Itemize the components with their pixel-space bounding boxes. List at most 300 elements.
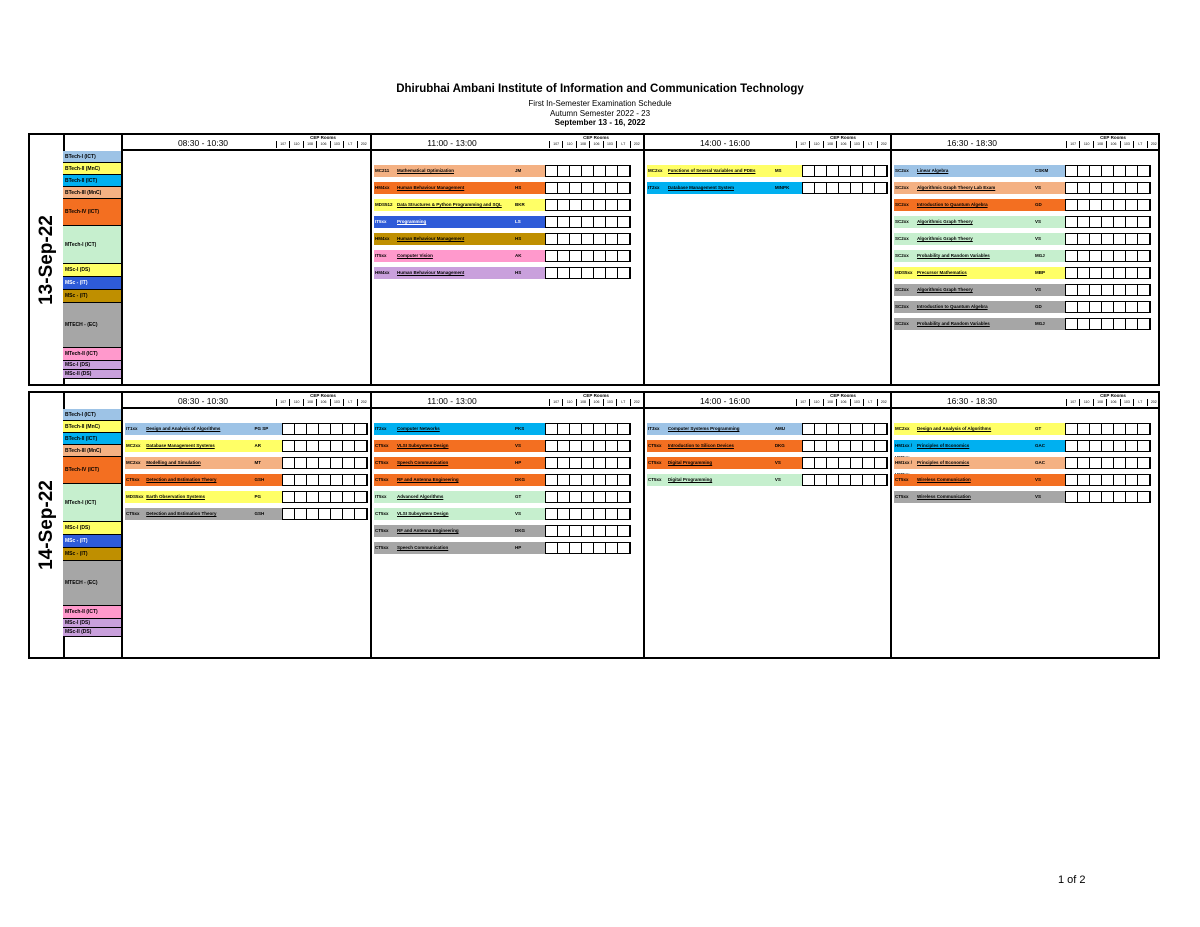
room-cell — [606, 475, 618, 485]
room-cell — [558, 251, 570, 261]
faculty: GT — [515, 491, 545, 503]
exam-row — [647, 165, 888, 177]
exam-row — [894, 233, 1158, 245]
course-code: CT5xx — [125, 474, 146, 486]
room-cell — [594, 424, 606, 434]
room-cell — [319, 441, 331, 451]
exam-row — [894, 199, 1158, 211]
room-cell — [558, 234, 570, 244]
exam-row — [894, 250, 1158, 262]
room-cell — [606, 166, 618, 176]
room-cells — [1065, 440, 1151, 452]
room-cell — [606, 268, 618, 278]
exam-row — [894, 457, 1158, 469]
room-cell — [1126, 268, 1138, 278]
room-cell — [1102, 319, 1114, 329]
program-label: BTech-III (MnC) — [63, 187, 121, 199]
course-name: Mathematical Optimization — [397, 165, 515, 177]
slot-time: 16:30 - 18:30 — [946, 138, 998, 148]
room-cells — [545, 491, 631, 503]
room-cell — [594, 441, 606, 451]
room-cell — [1126, 319, 1138, 329]
room-cell — [803, 424, 815, 434]
room-cells — [1065, 165, 1151, 177]
room-cell — [1126, 458, 1138, 468]
room-cell — [618, 251, 630, 261]
exam-row — [125, 457, 368, 469]
room-cell — [307, 441, 319, 451]
room-cell — [594, 200, 606, 210]
course-code: CT5xx — [894, 474, 917, 486]
room-cell — [1114, 441, 1126, 451]
exam-row — [125, 508, 368, 520]
room-cell — [1066, 217, 1078, 227]
cep-room: 103 — [330, 399, 343, 406]
room-cell — [295, 458, 307, 468]
faculty: VS — [515, 440, 545, 452]
room-cell — [1102, 475, 1114, 485]
room-cell — [606, 458, 618, 468]
cep-rooms-title: CEP Rooms — [1100, 135, 1126, 140]
exam-row — [894, 318, 1158, 330]
cep-room: 108 — [823, 141, 836, 148]
room-cell — [851, 183, 863, 193]
cep-room: 106 — [316, 399, 329, 406]
program-label: MTech-I (ICT) — [63, 226, 121, 264]
room-cells — [545, 182, 631, 194]
slot-time: 16:30 - 18:30 — [946, 396, 998, 406]
course-name: Digital Programming — [668, 474, 775, 486]
room-cell — [558, 543, 570, 553]
room-cell — [570, 268, 582, 278]
course-name: Algorithmic Graph Theory — [917, 233, 1035, 245]
room-cell — [1078, 251, 1090, 261]
room-cell — [546, 441, 558, 451]
course-name: Database Management System — [668, 182, 775, 194]
room-cell — [1138, 424, 1150, 434]
course-code: MDS5xx — [894, 267, 917, 279]
time-slot — [890, 393, 1160, 657]
cep-room: 107 — [549, 141, 562, 148]
room-cell — [1078, 458, 1090, 468]
room-cell — [582, 217, 594, 227]
exam-row — [125, 423, 368, 435]
program-label: MSc-II (DS) — [63, 370, 121, 379]
cep-room: LT — [343, 141, 356, 148]
room-cell — [582, 268, 594, 278]
room-cell — [1078, 475, 1090, 485]
room-cell — [1090, 475, 1102, 485]
room-cell — [1078, 285, 1090, 295]
semester-label: Autumn Semester 2022 - 23 — [549, 109, 651, 118]
room-cell — [546, 234, 558, 244]
room-cell — [355, 424, 367, 434]
exam-row — [374, 457, 641, 469]
slot-time: 11:00 - 13:00 — [427, 396, 477, 406]
room-cell — [803, 166, 815, 176]
course-code: MDS5xx — [125, 491, 146, 503]
exam-row — [125, 474, 368, 486]
room-cell — [546, 458, 558, 468]
room-cells — [545, 216, 631, 228]
slot-time: 08:30 - 10:30 — [177, 396, 229, 406]
room-cell — [606, 183, 618, 193]
exam-row — [374, 182, 641, 194]
room-cell — [618, 492, 630, 502]
room-cell — [582, 183, 594, 193]
course-name: Probability and Random Variables — [917, 318, 1035, 330]
slot-time: 14:00 - 16:00 — [699, 396, 751, 406]
room-cell — [558, 183, 570, 193]
room-cell — [1138, 458, 1150, 468]
course-name: Precursor Mathematics — [917, 267, 1035, 279]
time-slot — [643, 393, 890, 657]
course-name: VLSI Subsystem Design — [397, 440, 515, 452]
room-cell — [1066, 492, 1078, 502]
room-cell — [618, 424, 630, 434]
room-cell — [558, 509, 570, 519]
room-cell — [1078, 234, 1090, 244]
exam-row — [894, 284, 1158, 296]
room-cell — [546, 217, 558, 227]
room-cell — [606, 251, 618, 261]
program-label: BTech-IV (ICT) — [63, 199, 121, 226]
faculty: AMU — [775, 423, 802, 435]
cep-room: 110 — [562, 399, 575, 406]
room-cell — [546, 268, 558, 278]
program-label: MSc-I (DS) — [63, 361, 121, 370]
room-cell — [582, 509, 594, 519]
room-cell — [582, 492, 594, 502]
course-code: CT5xx — [647, 457, 668, 469]
room-cell — [1126, 200, 1138, 210]
room-cell — [1114, 217, 1126, 227]
room-cell — [875, 424, 887, 434]
room-cell — [546, 200, 558, 210]
room-cell — [570, 475, 582, 485]
room-cell — [863, 183, 875, 193]
cep-room: 107 — [796, 141, 809, 148]
room-cell — [839, 441, 851, 451]
slot-header — [372, 135, 643, 151]
room-cell — [1126, 492, 1138, 502]
room-cells — [282, 508, 368, 520]
course-code: CT5xx — [374, 508, 397, 520]
room-cell — [618, 268, 630, 278]
room-cells — [1065, 250, 1151, 262]
room-cell — [582, 234, 594, 244]
room-cell — [1126, 285, 1138, 295]
exam-row — [647, 457, 888, 469]
course-name: Advanced Algorithms — [397, 491, 515, 503]
exam-row — [647, 440, 888, 452]
room-cell — [618, 441, 630, 451]
course-code: MDS512 — [374, 199, 397, 211]
room-cell — [1090, 458, 1102, 468]
slot-header — [123, 135, 370, 151]
faculty: MINPK — [775, 182, 802, 194]
course-name: Speech Communication — [397, 542, 515, 554]
cep-room: LT — [1133, 141, 1146, 148]
cep-room: 110 — [809, 399, 822, 406]
room-cell — [1066, 251, 1078, 261]
exam-row — [894, 301, 1158, 313]
room-cell — [1102, 251, 1114, 261]
room-cell — [863, 424, 875, 434]
room-cells — [545, 423, 631, 435]
room-cells — [1065, 284, 1151, 296]
course-name: Speech Communication — [397, 457, 515, 469]
cep-rooms-title: CEP Rooms — [830, 135, 856, 140]
room-cell — [570, 166, 582, 176]
program-label: BTech-IV (ICT) — [63, 457, 121, 484]
course-name: Computer Systems Programming — [668, 423, 775, 435]
room-cell — [618, 234, 630, 244]
room-cell — [558, 441, 570, 451]
cep-room: 108 — [823, 399, 836, 406]
room-cell — [1078, 217, 1090, 227]
faculty: MGJ — [1035, 250, 1065, 262]
course-name: Functions of Several Variables and PDEs — [668, 165, 775, 177]
room-cell — [283, 424, 295, 434]
course-name: Human Behaviour Management — [397, 267, 515, 279]
room-cell — [355, 458, 367, 468]
room-cell — [815, 424, 827, 434]
room-cell — [1090, 200, 1102, 210]
program-label: MSc-II (DS) — [63, 628, 121, 637]
cep-room: 202 — [630, 141, 643, 148]
faculty: GD — [1035, 301, 1065, 313]
room-cell — [1138, 285, 1150, 295]
room-cell — [815, 475, 827, 485]
exam-row — [894, 216, 1158, 228]
room-cell — [1078, 200, 1090, 210]
room-cell — [283, 509, 295, 519]
course-code: SC2xx — [894, 284, 917, 296]
room-cell — [618, 200, 630, 210]
course-name: Wireless Communication — [917, 474, 1035, 486]
faculty: VS — [1035, 491, 1065, 503]
cep-room: 202 — [1147, 141, 1160, 148]
exam-row — [374, 491, 641, 503]
room-cells — [1065, 491, 1151, 503]
room-cell — [582, 251, 594, 261]
room-cells — [1065, 267, 1151, 279]
room-cell — [1114, 302, 1126, 312]
slot-header — [372, 393, 643, 409]
exam-row — [894, 474, 1158, 486]
room-cell — [546, 251, 558, 261]
cep-room: 107 — [276, 399, 289, 406]
room-cell — [343, 424, 355, 434]
course-name: Human Behaviour Management — [397, 233, 515, 245]
cep-room: 107 — [1066, 399, 1079, 406]
course-code: IT2xx — [374, 423, 397, 435]
slot-header — [645, 393, 890, 409]
room-cell — [803, 458, 815, 468]
room-cell — [558, 492, 570, 502]
room-cell — [331, 424, 343, 434]
room-cell — [606, 441, 618, 451]
course-code: SC2xx — [894, 318, 917, 330]
faculty: MBP — [1035, 267, 1065, 279]
cep-rooms-title: CEP Rooms — [1100, 393, 1126, 398]
program-label: BTech-II (MnC) — [63, 163, 121, 175]
cep-rooms-title: CEP Rooms — [310, 135, 336, 140]
cep-room: 106 — [589, 399, 602, 406]
cep-room: 110 — [562, 141, 575, 148]
room-cell — [1126, 251, 1138, 261]
time-slot — [121, 135, 370, 384]
faculty: VS — [1035, 182, 1065, 194]
room-cell — [582, 475, 594, 485]
course-name: Principles of Economics — [917, 457, 1035, 469]
room-cell — [283, 475, 295, 485]
room-cell — [355, 441, 367, 451]
room-cell — [1138, 268, 1150, 278]
room-cell — [839, 475, 851, 485]
room-cells — [545, 508, 631, 520]
room-cells — [1065, 474, 1151, 486]
room-cell — [1114, 319, 1126, 329]
room-cell — [606, 543, 618, 553]
room-cell — [582, 166, 594, 176]
faculty: PKS — [515, 423, 545, 435]
course-code: IT2xx — [647, 182, 668, 194]
room-cell — [1066, 475, 1078, 485]
room-cell — [594, 526, 606, 536]
room-cell — [558, 475, 570, 485]
room-cell — [1114, 492, 1126, 502]
room-cell — [594, 183, 606, 193]
cep-room: 110 — [809, 141, 822, 148]
course-name: Design and Analysis of Algorithms — [917, 423, 1035, 435]
room-cell — [570, 251, 582, 261]
room-cell — [606, 509, 618, 519]
room-cell — [1090, 217, 1102, 227]
room-cell — [1102, 183, 1114, 193]
room-cells — [545, 440, 631, 452]
room-cell — [1114, 234, 1126, 244]
room-cell — [1138, 475, 1150, 485]
cep-room: 202 — [877, 399, 890, 406]
room-cell — [570, 543, 582, 553]
course-name: Algorithmic Graph Theory Lab Exam — [917, 182, 1035, 194]
room-cell — [307, 492, 319, 502]
exam-row — [125, 491, 368, 503]
room-cell — [570, 492, 582, 502]
room-cells — [1065, 233, 1151, 245]
course-code: HM4xx — [374, 182, 397, 194]
room-cell — [295, 424, 307, 434]
program-label: MSc-I (DS) — [63, 619, 121, 628]
course-name: Algorithmic Graph Theory — [917, 216, 1035, 228]
room-cell — [815, 458, 827, 468]
faculty: MGJ — [1035, 318, 1065, 330]
faculty: CSKM — [1035, 165, 1065, 177]
course-code: CT5xx — [374, 474, 397, 486]
exam-row — [894, 491, 1158, 503]
room-cell — [815, 441, 827, 451]
cep-room: 108 — [303, 141, 316, 148]
room-cells — [545, 525, 631, 537]
cep-room: 202 — [1147, 399, 1160, 406]
room-cell — [295, 509, 307, 519]
exam-row — [374, 474, 641, 486]
cep-room: 110 — [289, 399, 302, 406]
exam-row — [647, 474, 888, 486]
room-cell — [863, 475, 875, 485]
cep-room: 202 — [357, 399, 370, 406]
date-label: 13-Sep-22 — [35, 214, 57, 305]
room-cell — [1102, 234, 1114, 244]
room-cells — [545, 165, 631, 177]
room-cell — [839, 458, 851, 468]
room-cell — [307, 424, 319, 434]
room-cell — [1126, 441, 1138, 451]
room-cell — [1102, 424, 1114, 434]
room-cell — [851, 166, 863, 176]
room-cell — [1102, 458, 1114, 468]
room-cell — [827, 458, 839, 468]
cep-room: 106 — [589, 141, 602, 148]
room-cell — [618, 217, 630, 227]
room-cell — [546, 526, 558, 536]
exam-row — [125, 440, 368, 452]
room-cell — [1114, 268, 1126, 278]
room-cell — [875, 458, 887, 468]
institute-title: Dhirubhai Ambani Institute of Information and Communication Technology — [396, 83, 804, 95]
room-cell — [803, 441, 815, 451]
cep-room: 107 — [796, 399, 809, 406]
time-slot — [890, 135, 1160, 384]
course-code: MC2xx — [894, 423, 917, 435]
course-code: CT5xx — [647, 474, 668, 486]
room-cell — [606, 234, 618, 244]
course-code: CT5xx — [894, 491, 917, 503]
room-cell — [558, 458, 570, 468]
room-cell — [319, 458, 331, 468]
cep-room: 103 — [850, 399, 863, 406]
course-code: MC211 — [374, 165, 397, 177]
cep-room: 110 — [1079, 141, 1092, 148]
room-cell — [1138, 319, 1150, 329]
room-cells — [1065, 457, 1151, 469]
cep-rooms-row — [1066, 399, 1160, 406]
room-cell — [546, 166, 558, 176]
faculty: MS — [775, 165, 802, 177]
cep-room: 108 — [1093, 399, 1106, 406]
cep-rooms-title: CEP Rooms — [830, 393, 856, 398]
course-code: IT5xx — [374, 216, 397, 228]
day-block — [28, 133, 1160, 386]
time-slot — [121, 393, 370, 657]
course-code: SC2xx — [894, 301, 917, 313]
room-cell — [582, 526, 594, 536]
course-name: Programming — [397, 216, 515, 228]
faculty: HS — [515, 233, 545, 245]
room-cell — [618, 526, 630, 536]
faculty: VS — [1035, 216, 1065, 228]
course-name: Introduction to Silicon Devices — [668, 440, 775, 452]
room-cells — [1065, 199, 1151, 211]
faculty: VS — [515, 508, 545, 520]
course-name: Human Behaviour Management — [397, 182, 515, 194]
course-name: Modelling and Simulation — [146, 457, 254, 469]
dates-label: September 13 - 16, 2022 — [554, 118, 646, 127]
course-name: Introduction to Quantum Algebra — [917, 199, 1035, 211]
exam-row — [374, 423, 641, 435]
